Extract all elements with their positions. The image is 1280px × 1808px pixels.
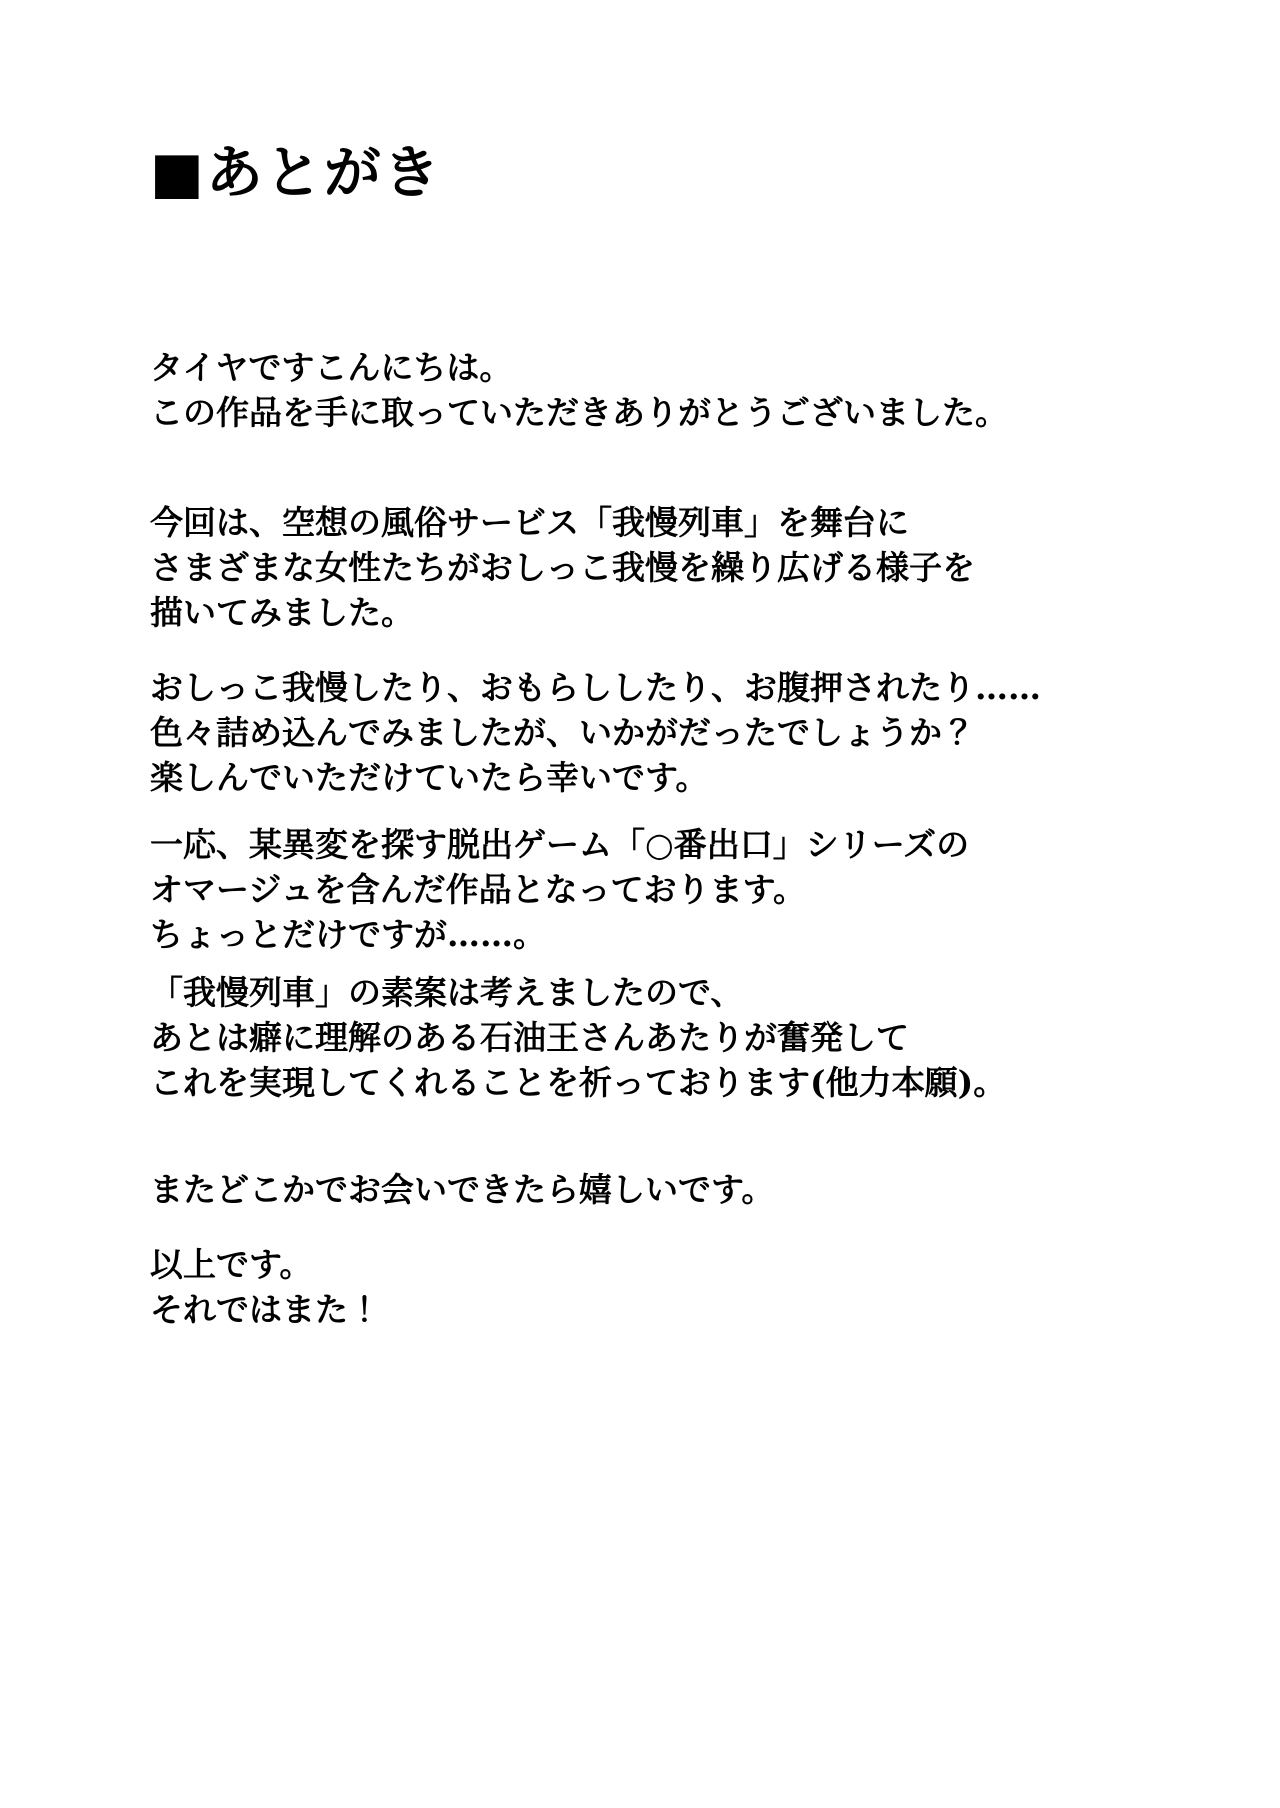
text-line: オマージュを含んだ作品となっております。 — [150, 870, 807, 909]
text-line: タイヤですこんにちは。 — [150, 348, 513, 387]
text-line: ちょっとだけですが……。 — [150, 915, 546, 954]
text-line: 今回は、空想の風俗サービス「我慢列車」を舞台に — [150, 503, 909, 542]
text-line: これを実現してくれることを祈っております(他力本願)。 — [150, 1063, 1007, 1102]
text-line: またどこかでお会いできたら嬉しいです。 — [150, 1170, 775, 1209]
paragraph-wish — [150, 970, 1220, 1105]
text-line: 描いてみました。 — [150, 593, 414, 632]
text-line: あとは癖に理解のある石油王さんあたりが奮発して — [150, 1018, 909, 1057]
text-line: さまざまな女性たちがおしっこ我慢を繰り広げる様子を — [150, 548, 975, 587]
paragraph-farewell — [150, 1167, 1220, 1212]
text-line: おしっこ我慢したり、おもらししたり、お腹押されたり…… — [150, 668, 1041, 707]
text-line: 色々詰め込んでみましたが、いかがだったでしょうか？ — [150, 713, 975, 752]
paragraph-contents — [150, 665, 1220, 800]
paragraph-homage — [150, 822, 1220, 957]
text-line: 以上です。 — [150, 1245, 313, 1284]
text-line: それではまた！ — [150, 1290, 381, 1329]
text-content — [150, 139, 1220, 1332]
paragraph-greeting — [150, 345, 1220, 435]
text-line: 「我慢列車」の素案は考えましたので、 — [150, 973, 744, 1012]
paragraph-theme — [150, 500, 1220, 635]
text-line: 一応、某異変を探す脱出ゲーム「○番出口」シリーズの — [150, 825, 970, 864]
text-line: 楽しんでいただけていたら幸いです。 — [150, 758, 709, 797]
page-title: ■あとがき — [150, 139, 442, 206]
text-line: この作品を手に取っていただきありがとうございました。 — [150, 393, 1008, 432]
paragraph-closing — [150, 1242, 1220, 1332]
